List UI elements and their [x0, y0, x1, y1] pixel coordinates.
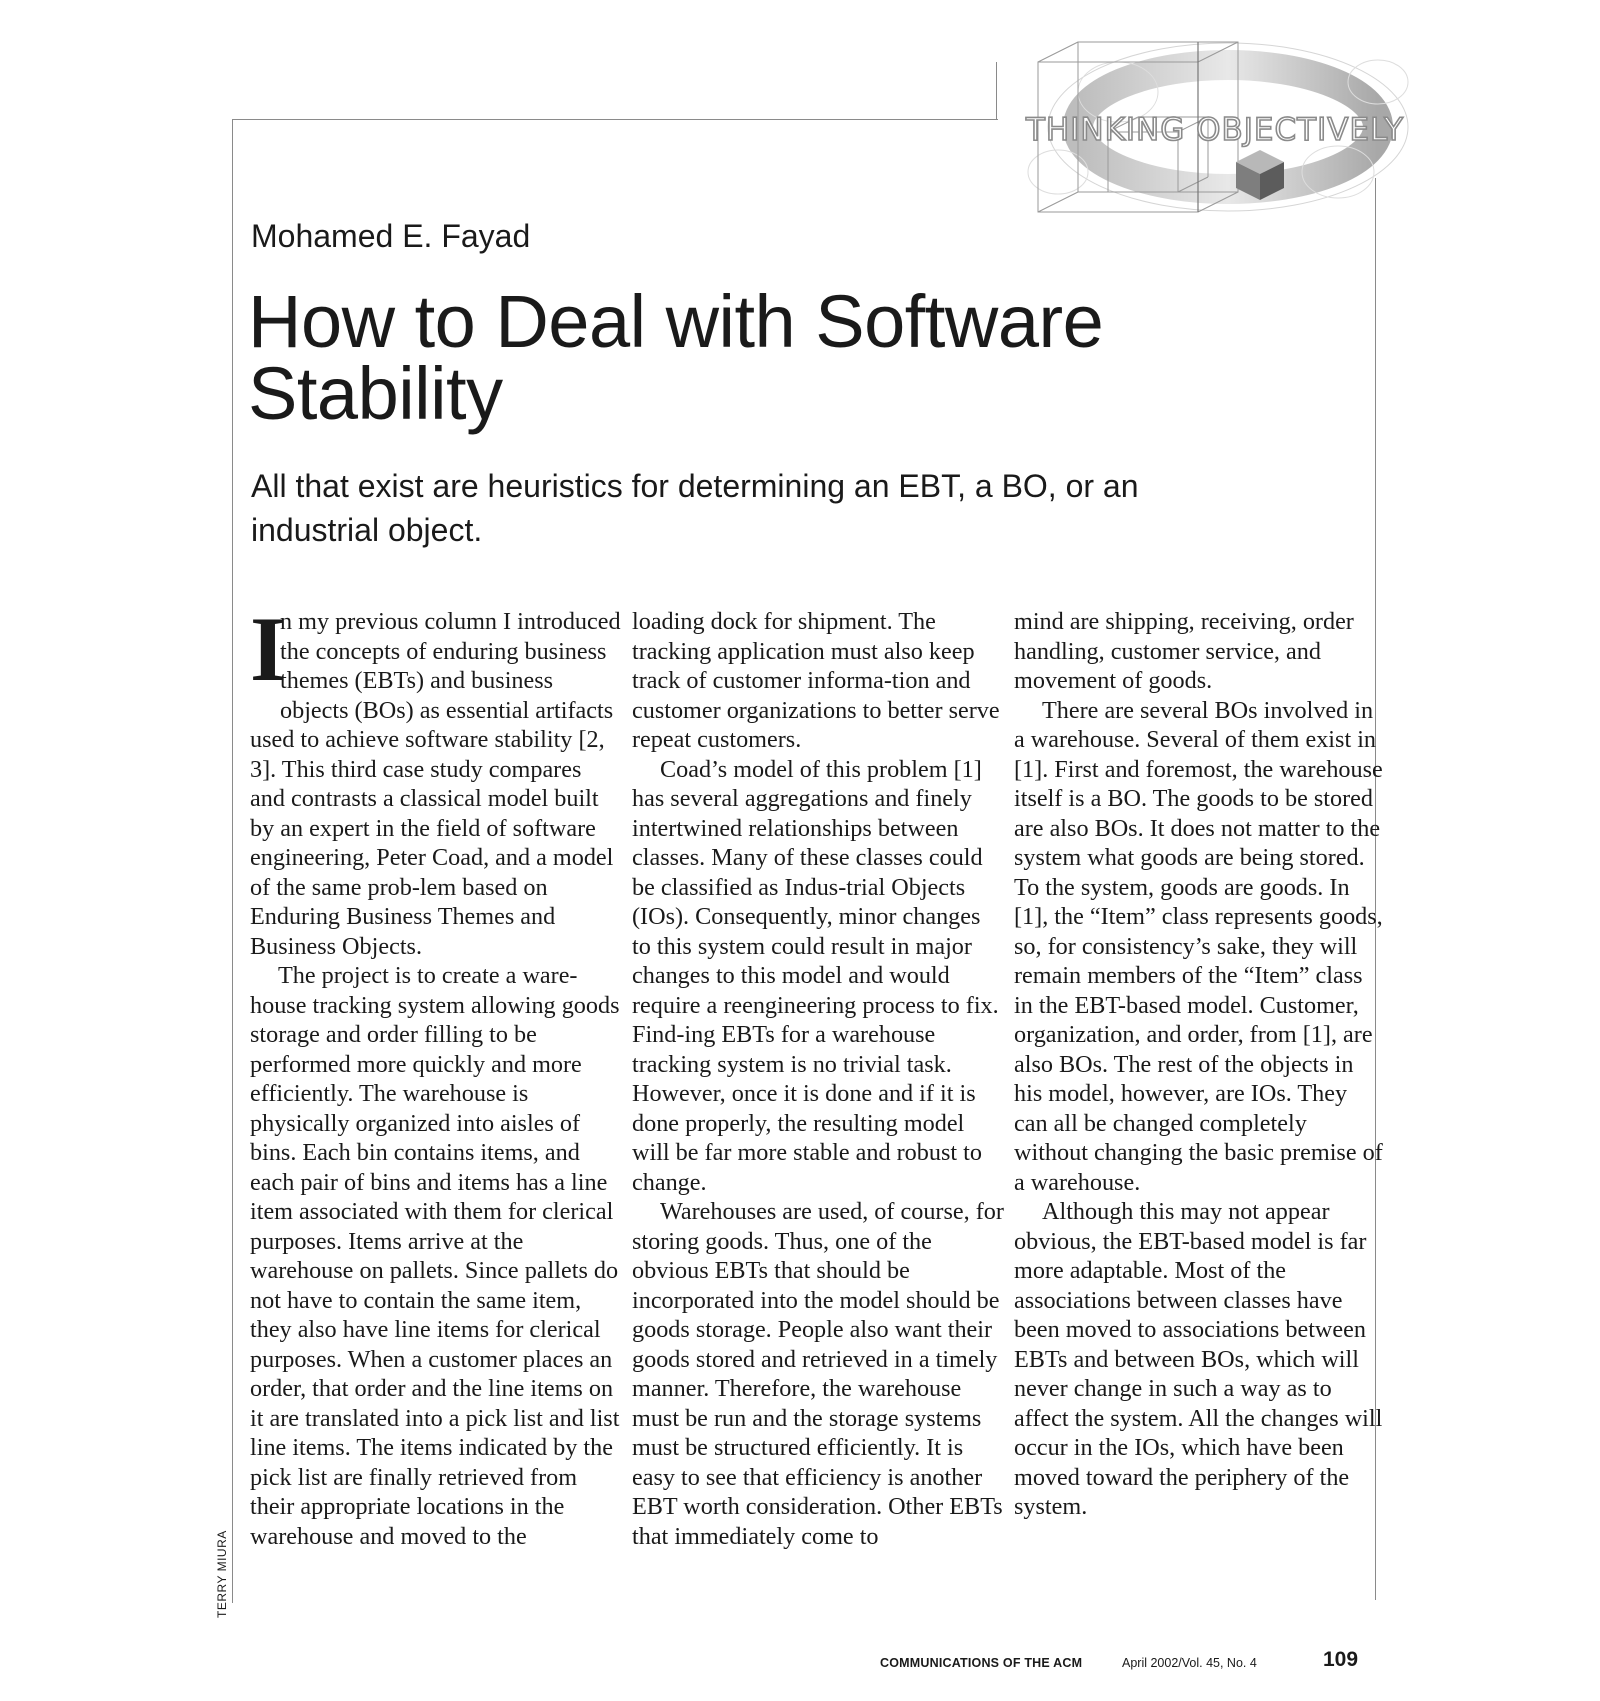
frame-top-rule [232, 119, 998, 120]
article-subtitle: All that exist are heuristics for determining an EBT, a BO, or an industrial object. [251, 468, 1139, 548]
paragraph-6: Although this may not appear obvious, the EBT-based model is far more adaptable. Most of the associations between classes have been moved to associations between EBTs and between BOs, which will never change in such a way as to affect the system. All the changes will occur in the IOs, which have been moved toward the periphery of the system. [1014, 1198, 1383, 1520]
paragraph-5: There are several BOs involved in a warehouse. Several of them exist in [1]. First and foremost, the warehouse itself is a BO. The goods to be stored are also BOs. It does not matter to the system what goods are being stored. To the system, goods are goods. In [1], the “Item” class represents goods, so, for consistency’s sake, they will remain members of the “Item” class in the EBT-based model. Customer, organization, and order, from [1], are also BOs. The rest of the objects in his model, however, are IOs. They can all be changed completely without changing the basic premise of a warehouse. [1014, 696, 1383, 1196]
logo-text: THINKING OBJECTIVELY [1026, 112, 1405, 148]
text-column-3 [1014, 607, 1386, 1522]
paragraph-4: Warehouses are used, of course, for storing goods. Thus, one of the obvious EBTs that should be incorporated into the model should be goods storage. People also want their goods stored and retrieved in a timely manner. Therefore, the warehouse must be run and the storage systems must be structured efficiently. It is easy to see that efficiency is another EBT worth consideration. Other EBTs that immediately come to [632, 1198, 1004, 1550]
frame-notch-rule [996, 62, 997, 119]
paragraph-4-continued: mind are shipping, receiving, order handling, customer service, and movement of goods. [1014, 608, 1354, 694]
text-column-2 [632, 607, 1004, 1551]
paragraph-1-text: n my previous column I introduced the concepts of enduring business themes (EBTs) and business objects (BOs) as essential artifacts used to achieve software stability [2, 3]. This third case study compares and contrasts a classical model built by an expert in the field of software engineering, Peter Coad, and a model of the same prob-lem based on Enduring Business Themes and Business Objects. [250, 608, 621, 960]
paragraph-2-continued: loading dock for shipment. The tracking application must also keep track of customer informa-tion and customer organizations to better serve repeat customers. [632, 608, 1000, 753]
paragraph-1 [250, 598, 622, 961]
paragraph-3: Coad’s model of this problem [1] has several aggregations and finely intertwined relationships between classes. Many of these classes could be classified as Indus-trial Objects (IOs). Consequently, minor changes to this system could result in major changes to this model and would require a reengineering process to fix. Find-ing EBTs for a warehouse tracking system is no trivial task. However, once it is done and if it is done properly, the resulting model will be far more stable and robust to change. [632, 755, 999, 1196]
footer-journal-name: COMMUNICATIONS OF THE ACM [880, 1656, 1083, 1670]
text-column-1 [250, 598, 622, 1551]
paragraph-2: The project is to create a ware-house tracking system allowing goods storage and order filling to be performed more quickly and more efficiently. The warehouse is physically organized into aisles of bins. Each bin contains items, and each pair of bins and items has a line item associated with them for clerical purposes. Items arrive at the warehouse on pallets. Since pallets do not have to contain the same item, they also have line items for clerical purposes. When a customer places an order, that order and the line items on it are translated into a pick list and list line items. The items indicated by the pick list are finally retrieved from their appropriate locations in the warehouse and moved to the [250, 962, 620, 1550]
footer-issue: April 2002/Vol. 45, No. 4 [1122, 1656, 1257, 1670]
article-title: How to Deal with Software Stability [248, 280, 1104, 435]
illustration-credit: TERRY MIURA [215, 1530, 229, 1618]
column-logo [998, 22, 1418, 227]
author-name: Mohamed E. Fayad [251, 218, 531, 254]
drop-cap: I [250, 598, 286, 700]
frame-left-rule [232, 119, 233, 1603]
page-number: 109 [1323, 1648, 1359, 1671]
